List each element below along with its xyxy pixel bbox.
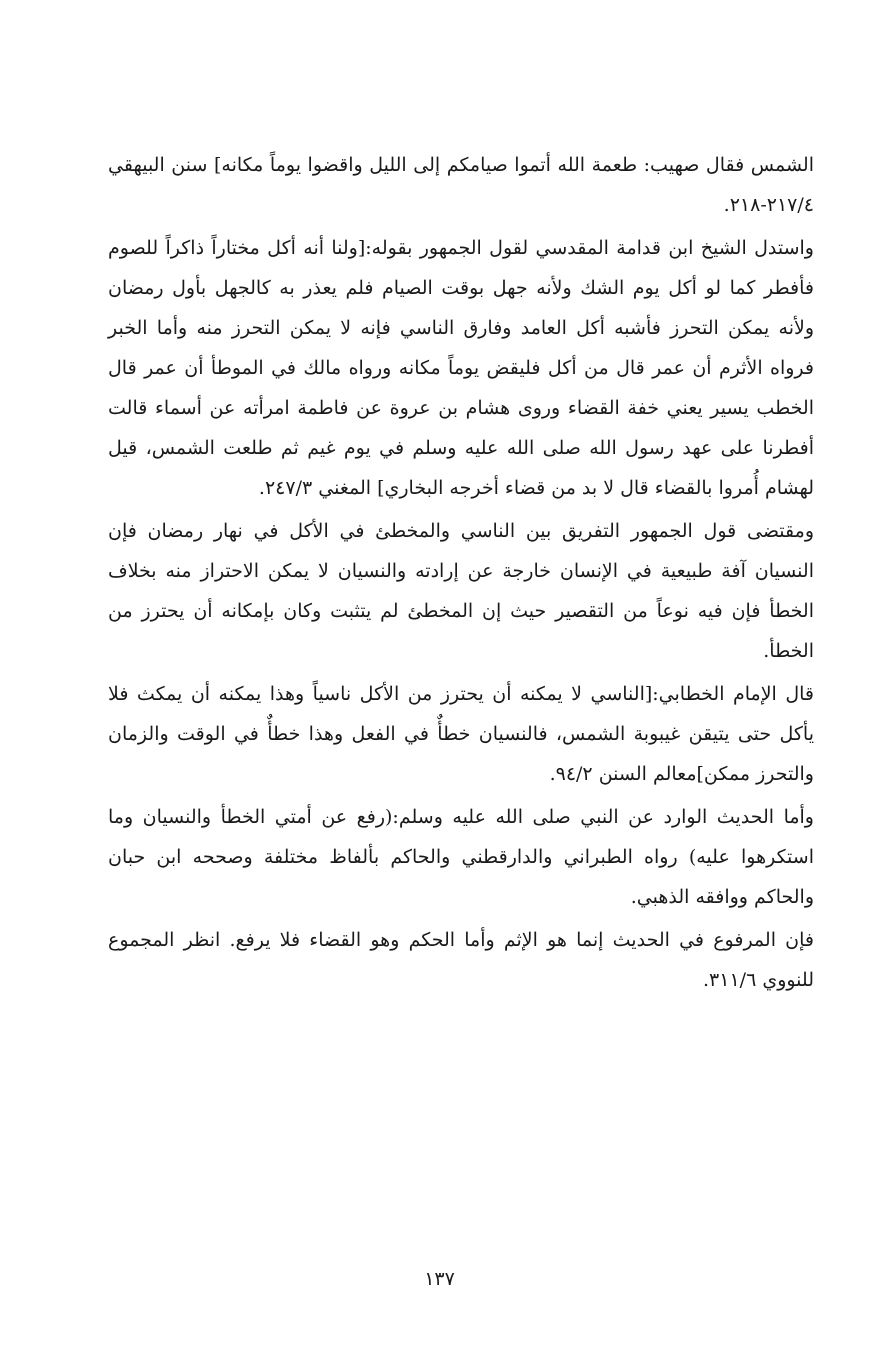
paragraph-6: فإن المرفوع في الحديث إنما هو الإثم وأما الحكم وهو القضاء فلا يرفع. انظر المجموع للنووي ٣١١/٦. (108, 929, 814, 991)
body-text (108, 145, 814, 1003)
page-number: ١٣٧ (424, 1268, 455, 1290)
paragraph-5: وأما الحديث الوارد عن النبي صلى الله عليه وسلم:(رفع عن أمتي الخطأ والنسيان وما استكرهوا عليه) رواه الطبراني والدارقطني والحاكم بألفاظ مختلفة وصححه ابن حبان والحاكم ووافقه الذهبي. (108, 806, 814, 908)
paragraph-3: ومقتضى قول الجمهور التفريق بين الناسي والمخطئ في الأكل في نهار رمضان فإن النسيان آفة طبيعية في الإنسان خارجة عن إرادته والنسيان لا يمكن الاحتراز منه بخلاف الخطأ فإن فيه نوعاً من التقصير حيث إن المخطئ لم يتثبت وكان بإمكانه أن يحترز من الخطأ. (108, 520, 814, 662)
paragraph-2: واستدل الشيخ ابن قدامة المقدسي لقول الجمهور بقوله:[ولنا أنه أكل مختاراً ذاكراً للصوم فأفطر كما لو أكل يوم الشك ولأنه جهل بوقت الصيام فلم يعذر به كالجهل بأول رمضان ولأنه يمكن التحرز فأشبه أكل العامد وفارق الناسي فإنه لا يمكن التحرز منه وأما الخبر فرواه الأثرم أن عمر قال من أكل فليقض يوماً مكانه ورواه مالك في الموطأ أن عمر قال الخطب يسير يعني خفة القضاء وروى هشام بن عروة عن فاطمة امرأته عن أسماء قالت أفطرنا على عهد رسول الله صلى الله عليه وسلم في يوم غيم ثم طلعت الشمس، قيل لهشام أُمروا بالقضاء قال لا بد من قضاء أخرجه البخاري] المغني ٢٤٧/٣. (108, 237, 814, 499)
paragraph-1: الشمس فقال صهيب: طعمة الله أتموا صيامكم إلى الليل واقضوا يوماً مكانه] سنن البيهقي ٢١٧/٤-٢١٨. (108, 154, 814, 216)
paragraph-4: قال الإمام الخطابي:[الناسي لا يمكنه أن يحترز من الأكل ناسياً وهذا يمكنه أن يمكث فلا يأكل حتى يتيقن غيبوبة الشمس، فالنسيان خطأٌ في الفعل وهذا خطأٌ في الوقت والزمان والتحرز ممكن]معالم السنن ٩٤/٢. (108, 683, 814, 785)
